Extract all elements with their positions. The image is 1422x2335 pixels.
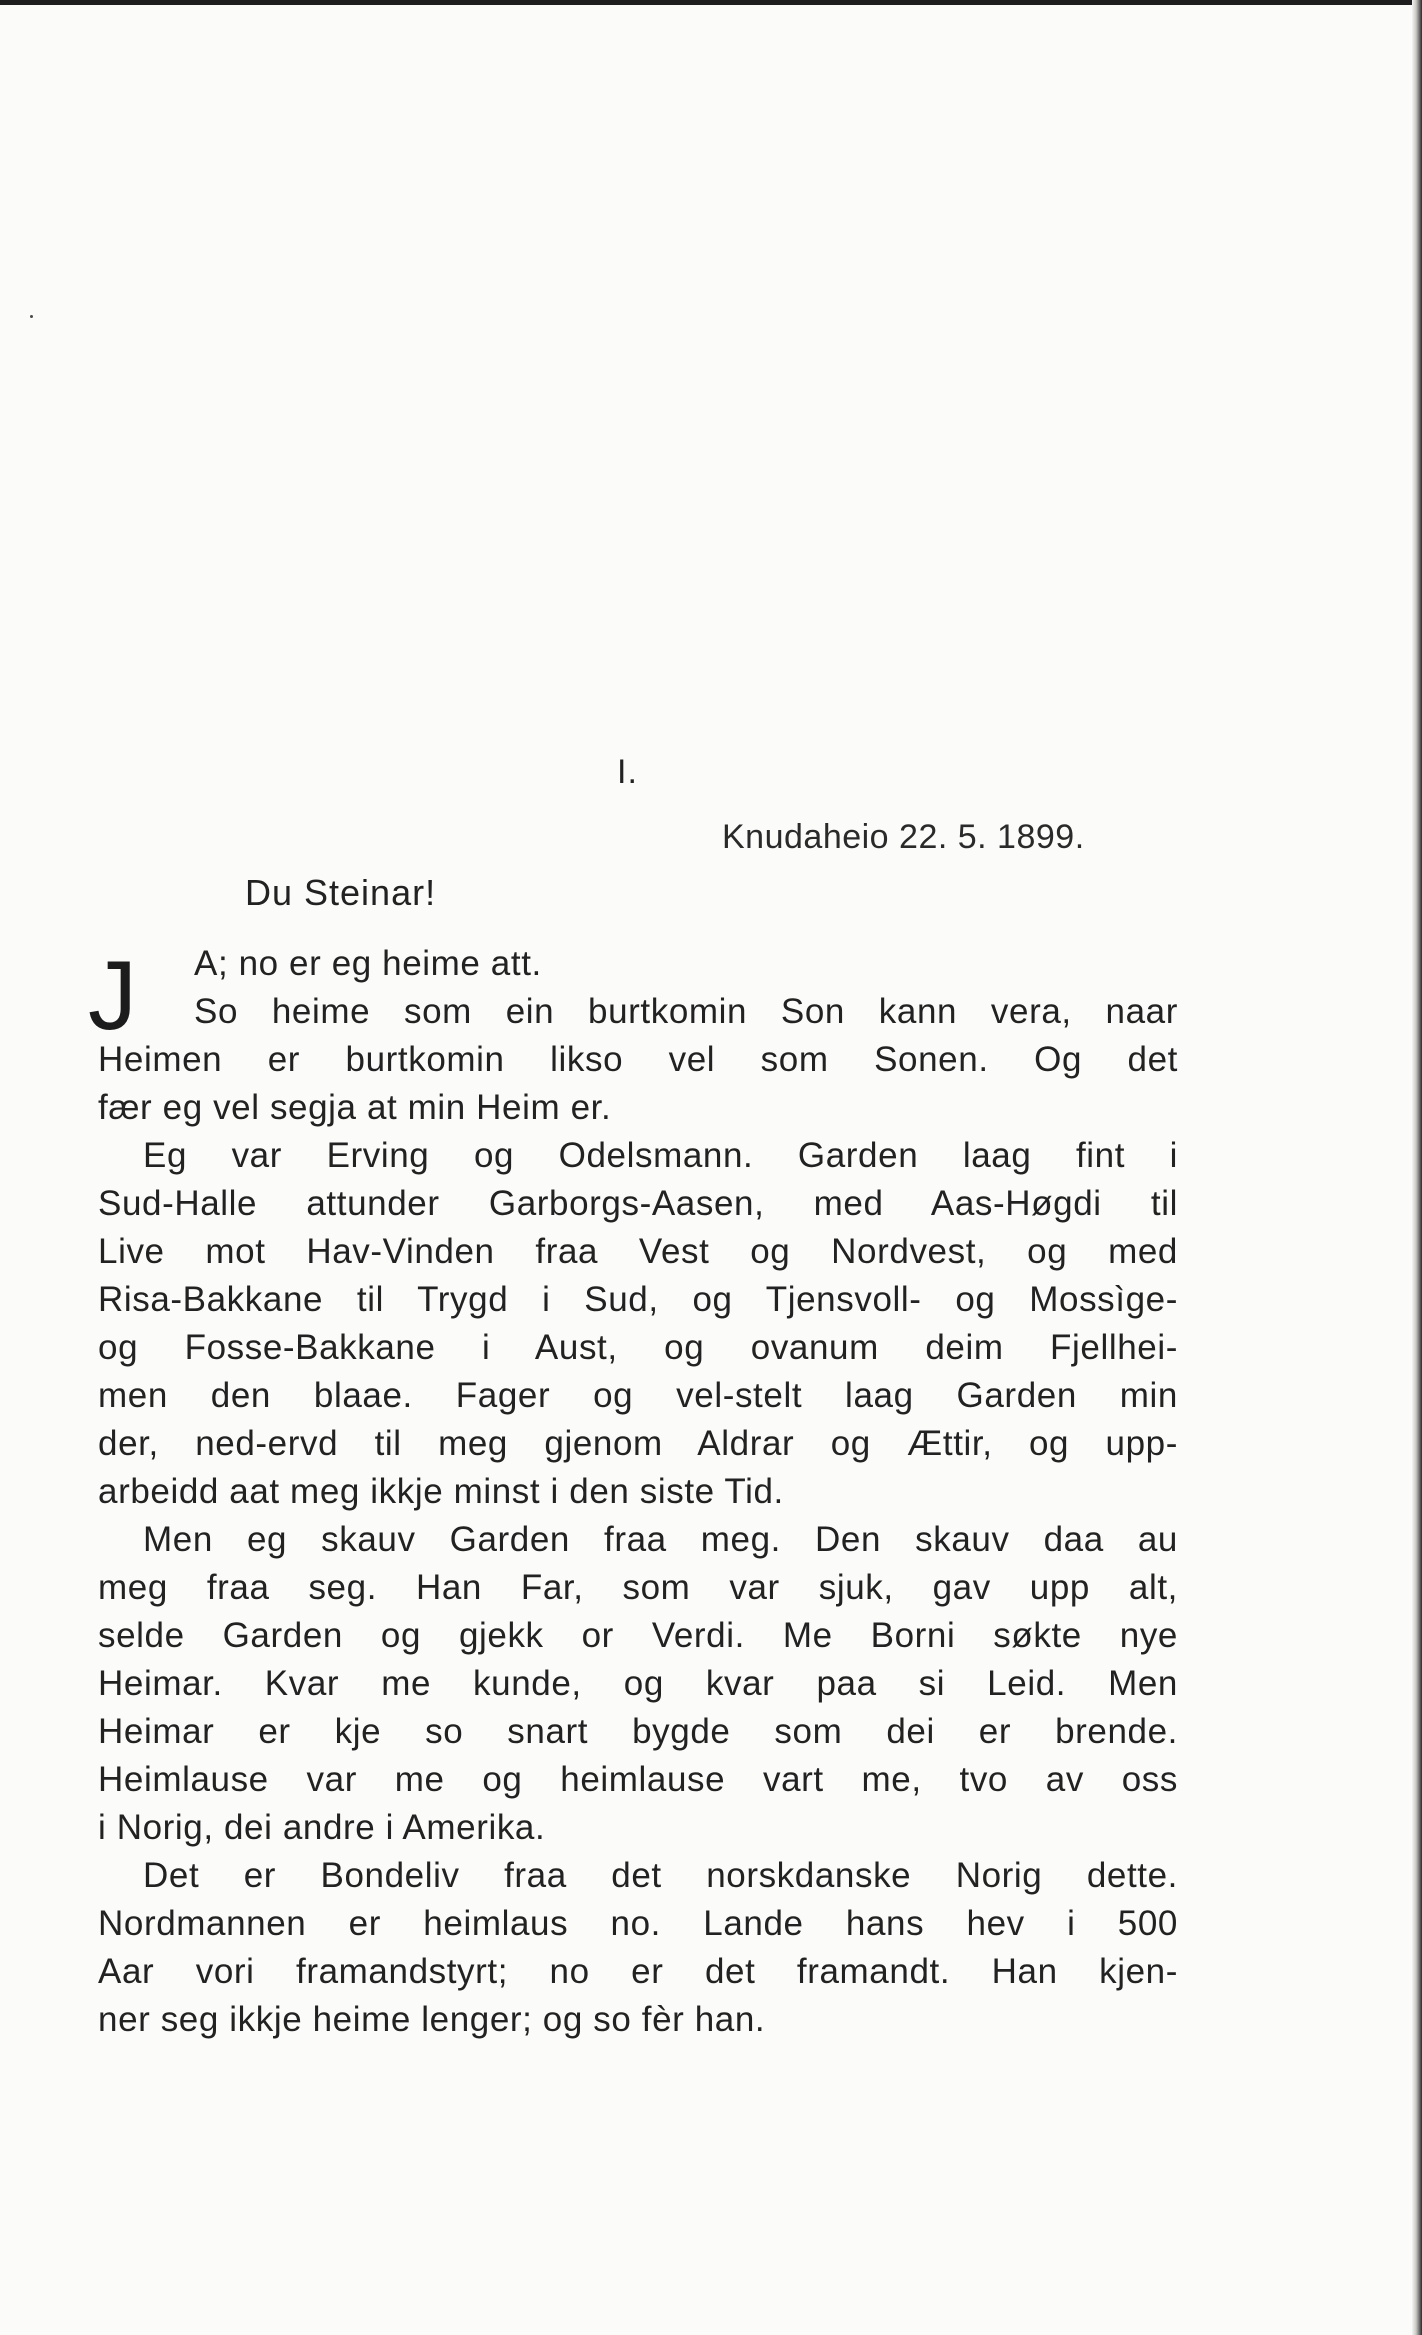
- text-line: Aar vori framandstyrt; no er det framandt. Han kjen-: [98, 1952, 1178, 1991]
- chapter-number: I.: [617, 753, 638, 791]
- text-line: A; no er eg heime att.: [194, 944, 542, 983]
- text-line: meg fraa seg. Han Far, som var sjuk, gav upp alt,: [98, 1568, 1178, 1607]
- letter-dateline: Knudaheio 22. 5. 1899.: [722, 818, 1085, 856]
- text-line: Det er Bondeliv fraa det norskdanske Norig dette.: [143, 1856, 1178, 1895]
- text-line: Men eg skauv Garden fraa meg. Den skauv daa au: [143, 1520, 1178, 1559]
- text-line: Nordmannen er heimlaus no. Lande hans hev i 500: [98, 1904, 1178, 1943]
- page-top-edge: [0, 0, 1422, 5]
- text-line: der, ned-ervd til meg gjenom Aldrar og Ættir, og upp-: [98, 1424, 1178, 1463]
- text-line: og Fosse-Bakkane i Aust, og ovanum deim Fjellhei-: [98, 1328, 1178, 1367]
- text-line: Heimar er kje so snart bygde som dei er brende.: [98, 1712, 1178, 1751]
- body-text: [98, 940, 1178, 2044]
- text-line: arbeidd aat meg ikkje minst i den siste Tid.: [98, 1472, 784, 1511]
- text-line: i Norig, dei andre i Amerika.: [98, 1808, 546, 1847]
- page-right-edge: [1412, 0, 1422, 2335]
- text-line: fær eg vel segja at min Heim er.: [98, 1088, 612, 1127]
- text-line: ner seg ikkje heime lenger; og so fèr han.: [98, 2000, 766, 2039]
- text-line: Heimen er burtkomin likso vel som Sonen. Og det: [98, 1040, 1178, 1079]
- text-line: men den blaae. Fager og vel-stelt laag Garden min: [98, 1376, 1178, 1415]
- text-line: Sud-Halle attunder Garborgs-Aasen, med Aas-Høgdi til: [98, 1184, 1178, 1223]
- text-line: Heimar. Kvar me kunde, og kvar paa si Leid. Men: [98, 1664, 1178, 1703]
- drop-cap-letter: J: [88, 940, 137, 1050]
- text-line: Eg var Erving og Odelsmann. Garden laag fint i: [143, 1136, 1178, 1175]
- text-line: Risa-Bakkane til Trygd i Sud, og Tjensvoll- og Mossìge-: [98, 1280, 1178, 1319]
- paper-speck: [30, 315, 33, 318]
- text-line: selde Garden og gjekk or Verdi. Me Borni søkte nye: [98, 1616, 1178, 1655]
- text-line: Live mot Hav-Vinden fraa Vest og Nordvest, og med: [98, 1232, 1178, 1271]
- text-line: So heime som ein burtkomin Son kann vera, naar: [194, 992, 1178, 1031]
- text-line: Heimlause var me og heimlause vart me, tvo av oss: [98, 1760, 1178, 1799]
- letter-salutation: Du Steinar!: [245, 872, 437, 913]
